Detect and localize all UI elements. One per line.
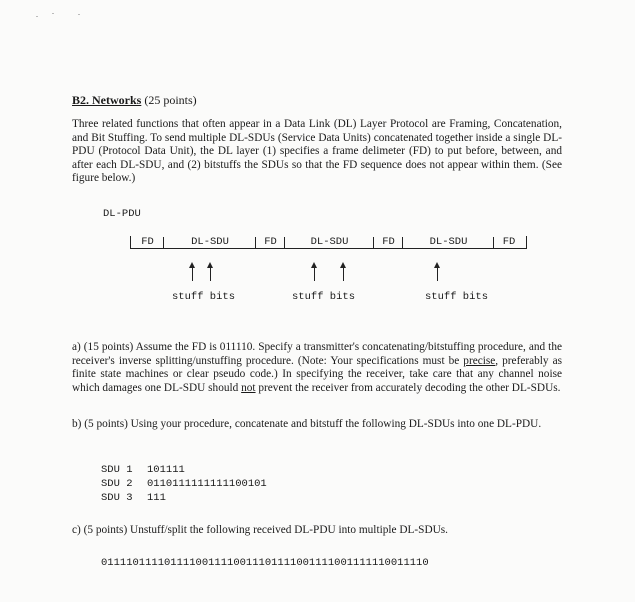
frame-field-fd: FD [502,236,516,248]
question-a-text: prevent the receiver from accurately decoding the other DL-SDUs. [255,381,561,394]
arrow-shaft [437,267,438,281]
section-points: (25 points) [144,93,197,107]
arrow-shaft [210,267,211,281]
sdu-value: 0110111111111100101 [147,478,267,490]
question-c: c) (5 points) Unstuff/split the following received DL-PDU into multiple DL-SDUs. [72,524,448,536]
scan-speck [78,14,80,15]
sdu-name: SDU 2 [101,478,133,490]
frame-field-fd: FD [264,236,277,248]
question-a-text: a) (15 points) Assume the FD is 011110. Specify a transmitter's concatenating/bitstuffing procedure, and the receiver's inverse splitting/unstuffing procedure. (Note: Your specifications must be [72,341,562,367]
frame-field-sdu: DL-SDU [429,236,468,248]
stuff-bits-label: stuff bits [172,291,236,303]
section-title: B2. Networks [72,93,142,107]
scan-speck [36,16,38,17]
sdu-value: 111 [147,492,166,504]
question-a [72,341,562,395]
stuff-bits-label: stuff bits [292,291,356,303]
frame-field-sdu: DL-SDU [191,236,229,248]
sdu-name: SDU 3 [101,492,133,504]
frame-field-fd: FD [382,236,395,248]
question-b: b) (5 points) Using your procedure, concatenate and bitstuff the following DL-SDUs into one DL-PDU. [72,418,542,430]
arrow-shaft [314,267,315,281]
sdu-name: SDU 1 [101,464,133,476]
intro-paragraph: Three related functions that often appear in a Data Link (DL) Layer Protocol are Framing, Concatenation, and Bit Stuffing. To send multiple DL-SDUs (Service Data Units) concatenated together inside a single DL-PDU (Protocol Data Unit), the DL layer (1) specifies a frame delimeter (FD) to put before, between, and after each DL-SDU, and (2) bitstuffs the SDUs so that the FD sequence does not appear within them. (See figure below.) [72,118,562,185]
arrow-shaft [192,267,193,281]
sdu-value: 101111 [147,464,185,476]
frame-field-fd: FD [141,236,154,248]
question-a-text: , preferably as finite state machines or clear pseudo code.) In specifying the receiver, take care that any channel noise which damages one DL-SDU should [72,354,562,394]
section-heading [72,93,197,108]
arrow-shaft [343,267,344,281]
emphasis-precise: precise [463,354,496,367]
frame-field-sdu: DL-SDU [310,236,349,248]
emphasis-not: not [241,381,256,394]
scan-speck [52,13,54,14]
figure-label: DL-PDU [103,208,141,220]
received-pdu: 0111101111011110011110011101111001111001111110011110 [101,557,429,569]
stuff-bits-label: stuff bits [425,291,489,303]
